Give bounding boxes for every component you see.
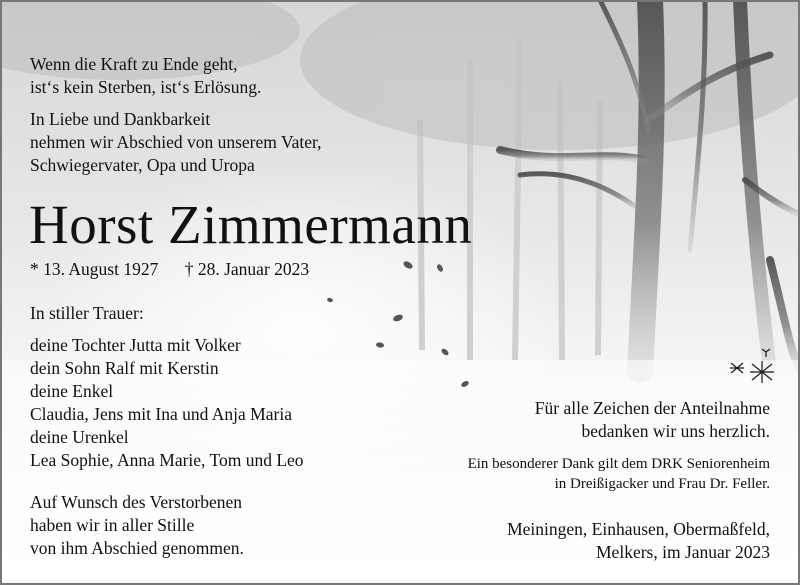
mourner-line: deine Tochter Jutta mit Volker (30, 335, 241, 355)
place-line: Meiningen, Einhausen, Obermaßfeld, (507, 519, 770, 539)
mourning-heading: In stiller Trauer: (30, 303, 144, 323)
closing-line: haben wir in aller Stille (30, 515, 195, 535)
intro-line: In Liebe und Dankbarkeit (30, 109, 211, 129)
mourner-line: Claudia, Jens mit Ina und Anja Maria (30, 404, 292, 424)
thanks-line: bedanken wir uns herzlich. (581, 421, 770, 441)
death-date: † 28. Januar 2023 (184, 259, 310, 279)
mourner-line: dein Sohn Ralf mit Kerstin (30, 358, 219, 378)
place-and-date (507, 518, 770, 564)
closing-line: von ihm Abschied genommen. (30, 538, 244, 558)
life-dates (30, 258, 309, 281)
closing-line: Auf Wunsch des Verstorbenen (30, 492, 243, 512)
intro-text (30, 108, 322, 177)
place-line: Melkers, im Januar 2023 (596, 542, 770, 562)
thanks-note (535, 397, 770, 443)
special-thanks-line: in Dreißigacker und Frau Dr. Feller. (554, 476, 770, 492)
intro-line: Schwiegervater, Opa und Uropa (30, 155, 255, 175)
mourners-list (30, 302, 304, 472)
special-thanks-line: Ein besonderer Dank gilt dem DRK Seniorenheim (467, 456, 770, 472)
memorial-poem (30, 53, 261, 99)
poem-line: ist‘s kein Sterben, ist‘s Erlösung. (30, 77, 262, 97)
closing-note (30, 491, 244, 560)
poem-line: Wenn die Kraft zu Ende geht, (30, 54, 238, 74)
deceased-name: Horst Zimmermann (29, 194, 473, 255)
thanks-line: Für alle Zeichen der Anteilnahme (534, 398, 770, 418)
intro-line: nehmen wir Abschied von unserem Vater, (30, 132, 322, 152)
special-thanks-note (468, 454, 770, 494)
mourner-line: deine Urenkel (30, 427, 129, 447)
mourner-line: deine Enkel (30, 381, 114, 401)
birth-date: * 13. August 1927 (30, 259, 159, 279)
mourner-line: Lea Sophie, Anna Marie, Tom und Leo (30, 450, 304, 470)
